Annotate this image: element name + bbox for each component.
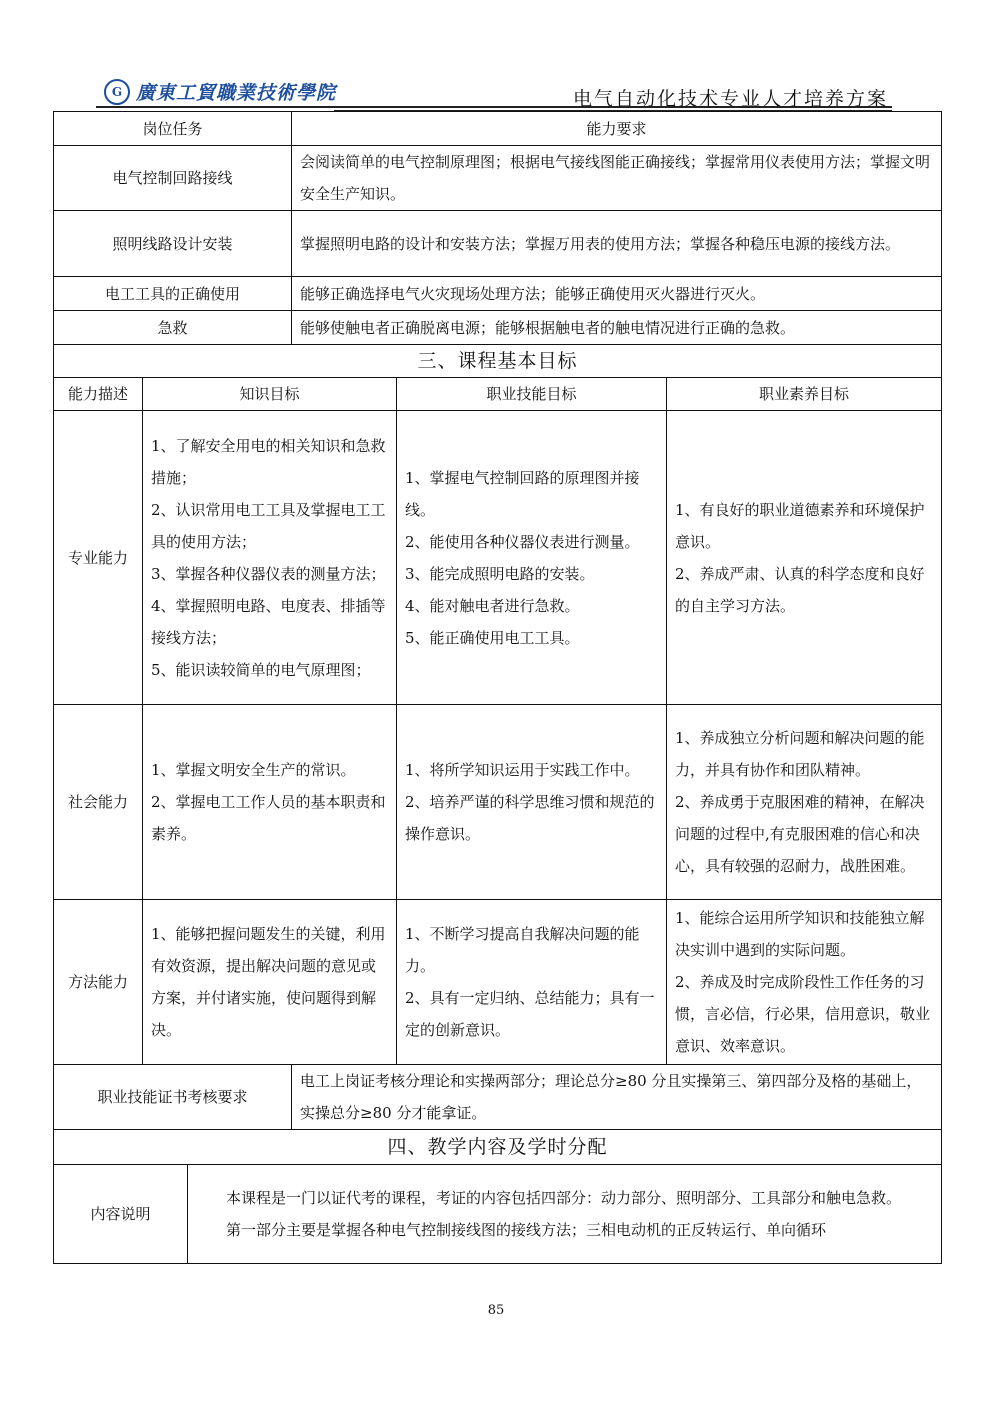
job-task: 急救 <box>54 311 292 345</box>
list-item: 2、掌握电工工作人员的基本职责和素养。 <box>151 793 386 843</box>
quality-goals <box>667 705 942 900</box>
section-title-row <box>54 1130 942 1165</box>
knowledge-goals <box>143 705 397 900</box>
list-item: 1、不断学习提高自我解决问题的能力。 <box>405 925 640 975</box>
school-name: 廣東工貿職業技術學院 <box>136 82 337 104</box>
list-item: 4、掌握照明电路、电度表、排插等接线方法； <box>151 596 386 647</box>
table-row <box>54 146 942 211</box>
ability-label: 社会能力 <box>54 705 143 900</box>
cert-row <box>54 1065 942 1130</box>
section3-title: 三、课程基本目标 <box>54 345 942 378</box>
curriculum-table <box>53 111 942 1264</box>
list-item: 1、有良好的职业道德素养和环境保护意识。 <box>675 500 925 551</box>
list-item: 2、养成及时完成阶段性工作任务的习惯，言必信，行必果，信用意识，敬业意识、效率意识。 <box>675 973 931 1055</box>
list-item: 1、了解安全用电的相关知识和急救措施； <box>151 436 386 487</box>
goals-header-row <box>54 378 942 411</box>
paragraph: 第一部分主要是掌握各种电气控制接线图的接线方法；三相电动机的正反转运行、单向循环 <box>226 1221 827 1239</box>
cert-requirement: 电工上岗证考核分理论和实操两部分；理论总分≥80 分且实操第三、第四部分及格的基础上，实操总分≥80 分才能拿证。 <box>292 1065 942 1130</box>
knowledge-goals <box>143 900 397 1065</box>
list-item: 4、能对触电者进行急救。 <box>405 596 580 615</box>
job-requirement: 会阅读简单的电气控制原理图；根据电气接线图能正确接线；掌握常用仪表使用方法；掌握文明安全生产知识。 <box>292 146 942 211</box>
section-title-row <box>54 345 942 378</box>
skill-goals <box>397 705 667 900</box>
content-label: 内容说明 <box>54 1165 188 1264</box>
col-quality-goal: 职业素养目标 <box>667 378 942 411</box>
list-item: 2、养成严肃、认真的科学态度和良好的自主学习方法。 <box>675 564 925 615</box>
quality-goals <box>667 900 942 1065</box>
col-ability-desc: 能力描述 <box>54 378 143 411</box>
page-header <box>96 72 892 110</box>
page-number: 85 <box>487 1303 505 1318</box>
ability-label: 专业能力 <box>54 411 143 705</box>
jobs-header-row <box>54 112 942 146</box>
table-row <box>54 900 942 1065</box>
school-emblem-icon: G <box>104 79 130 105</box>
quality-goals <box>667 411 942 705</box>
job-requirement: 能够使触电者正确脱离电源；能够根据触电者的触电情况进行正确的急救。 <box>292 311 942 345</box>
cert-label: 职业技能证书考核要求 <box>54 1065 292 1130</box>
knowledge-goals <box>143 411 397 705</box>
list-item: 5、能正确使用电工工具。 <box>405 628 580 647</box>
table-row <box>54 277 942 311</box>
col-knowledge-goal: 知识目标 <box>143 378 397 411</box>
col-job-task: 岗位任务 <box>54 112 292 146</box>
list-item: 2、培养严谨的科学思维习惯和规范的操作意识。 <box>405 793 655 843</box>
table-row <box>54 211 942 277</box>
job-task: 电气控制回路接线 <box>54 146 292 211</box>
content-description <box>188 1165 942 1264</box>
document-title: 电气自动化技术专业人才培养方案 <box>572 88 888 110</box>
list-item: 1、养成独立分析问题和解决问题的能力，并具有协作和团队精神。 <box>675 729 925 779</box>
list-item: 1、掌握电气控制回路的原理图并接线。 <box>405 468 640 519</box>
section4-title: 四、教学内容及学时分配 <box>54 1130 942 1165</box>
list-item: 3、掌握各种仪器仪表的测量方法； <box>151 564 386 583</box>
table-row <box>54 411 942 705</box>
content-row <box>54 1165 942 1264</box>
skill-goals <box>397 411 667 705</box>
skill-goals <box>397 900 667 1065</box>
ability-label: 方法能力 <box>54 900 143 1065</box>
paragraph: 本课程是一门以证代考的课程，考证的内容包括四部分：动力部分、照明部分、工具部分和触电急救。 <box>226 1189 902 1207</box>
list-item: 2、养成勇于克服困难的精神，在解决问题的过程中,有克服困难的信心和决心，具有较强的忍耐力，战胜困难。 <box>675 793 925 875</box>
header-rule <box>96 106 892 108</box>
list-item: 3、能完成照明电路的安装。 <box>405 564 595 583</box>
list-item: 2、具有一定归纳、总结能力；具有一定的创新意识。 <box>405 989 655 1039</box>
col-ability-req: 能力要求 <box>292 112 942 146</box>
list-item: 2、能使用各种仪器仪表进行测量。 <box>405 532 640 551</box>
table-row <box>54 311 942 345</box>
col-skill-goal: 职业技能目标 <box>397 378 667 411</box>
list-item: 1、能够把握问题发生的关键，利用有效资源，提出解决问题的意见或方案，并付诸实施，使问题得到解决。 <box>151 925 386 1039</box>
job-requirement: 能够正确选择电气火灾现场处理方法；能够正确使用灭火器进行灭火。 <box>292 277 942 311</box>
list-item: 1、将所学知识运用于实践工作中。 <box>405 761 640 779</box>
list-item: 2、认识常用电工工具及掌握电工工具的使用方法； <box>151 500 386 551</box>
table-row <box>54 705 942 900</box>
list-item: 1、能综合运用所学知识和技能独立解决实训中遇到的实际问题。 <box>675 909 925 959</box>
job-requirement: 掌握照明电路的设计和安装方法；掌握万用表的使用方法；掌握各种稳压电源的接线方法。 <box>292 211 942 277</box>
job-task: 电工工具的正确使用 <box>54 277 292 311</box>
job-task: 照明线路设计安装 <box>54 211 292 277</box>
list-item: 5、能识读较简单的电气原理图； <box>151 660 371 679</box>
school-logo <box>104 78 336 105</box>
list-item: 1、掌握文明安全生产的常识。 <box>151 761 356 779</box>
